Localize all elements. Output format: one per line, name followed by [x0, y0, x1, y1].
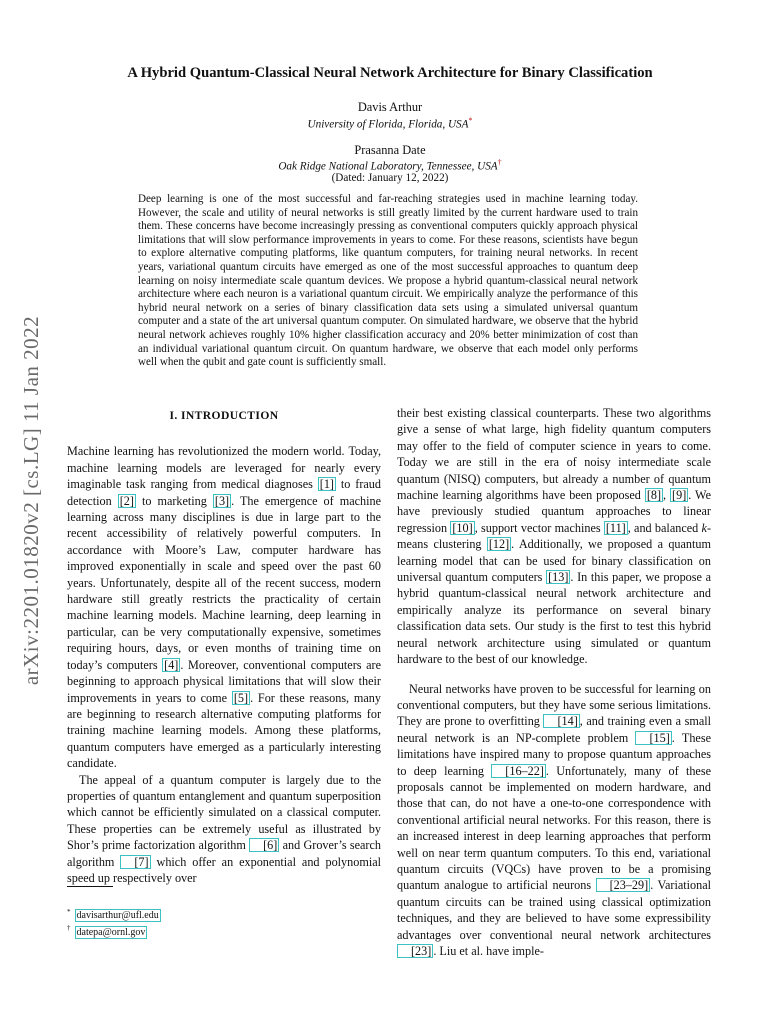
footnote-mark: * — [67, 908, 71, 916]
citation-link[interactable]: [3] — [214, 493, 230, 508]
citation-link[interactable]: [4] — [164, 657, 179, 672]
dated-line: (Dated: January 12, 2022) — [331, 172, 449, 184]
citation-link[interactable]: [5] — [233, 690, 249, 705]
right-column — [397, 405, 711, 959]
footnote-marker[interactable]: * — [468, 116, 473, 125]
citation-link[interactable]: [6] — [249, 838, 279, 852]
body-paragraph: Machine learning has revolutionized the modern world. Today, machine learning models are leveraged for nearly every imaginable task ranging from medical diagnoses [1] to fraud detection [2] to marketing [3] . The emergence of machine learning across many disciplines is due in large part to the recent accessibility of relatively powerful computers. In accordance with Moore’s Law, computer hardware has improved exponentially in scale and speed over the past 60 years. Unfortunately, despite all of the recent success, modern hardware still greatly restricts the practicality of certain machine learning models. Machine learning, deep learning in particular, can be very computationally expensive, sometimes requiring hours, days, or even months of training time on today’s computers [4] . Moreover, conventional computers are beginning to approach physical limitations that will slow their improvements in years to come [5] . For these reasons, many are beginning to research alternative computing platforms for training machine learning models. Among these platforms, quantum computers have emerged as a particularly interesting candidate. — [67, 444, 382, 771]
left-column-body — [67, 443, 381, 886]
paper-title: A Hybrid Quantum-Classical Neural Network Architecture for Binary Classification — [127, 65, 653, 81]
abstract: Deep learning is one of the most successful and far-reaching strategies used in machine learning today. However, the scale and utility of neural networks is still greatly limited by the current hardware used to train them. These concerns have become increasingly pressing as conventional computers quickly approach physical limitations that will slow performance improvements in years to come. For these reasons, scientists have begun to explore alternative computing platforms, like quantum computers, for training neural networks. In recent years, variational quantum circuits have emerged as one of the most successful approaches to quantum deep learning on noisy intermediate scale quantum devices. We propose a hybrid quantum-classical neural network architecture where each neuron is a variational quantum circuit. We empirically analyze the performance of this hybrid neural network on a series of binary classification data sets using a simulated universal quantum computer and a state of the art universal quantum computer. On simulated hardware, we observe that the hybrid neural network achieves roughly 10% higher classification accuracy and 20% better minimization of cost than an individual variational quantum circuit. On quantum hardware, we observe that each model only performs well when the qubit and gate count is sufficiently small. — [138, 193, 638, 369]
citation-link[interactable]: [11] — [605, 520, 626, 535]
citation-link[interactable]: [1] — [319, 477, 334, 492]
footnote-marker[interactable]: † — [497, 158, 502, 167]
footnote — [67, 906, 367, 922]
citation-link[interactable]: [12] — [488, 537, 510, 552]
citation-link[interactable]: [10] — [452, 520, 473, 535]
footnote — [67, 922, 367, 938]
citation-link[interactable]: [14] — [543, 714, 579, 728]
body-paragraph: their best existing classical counterparts. These two algorithms give a sense of what large, high fidelity quantum computers may offer to the field of computer science in years to come. Today we are still in the era of noisy intermediate scale quantum (NISQ) computers, but already a number of quantum machine learning algorithms have been proposed [8] , [9] . We have previously studied quantum approaches to linear regression [10] , support vector machines [11] , and balanced k-means clustering [12] . Additionally, we proposed a quantum learning model that can be used for binary classification on universal quantum computers [13] . In this paper, we propose a hybrid quantum-classical neural network architecture and empirically analyze its performance on several binary classification data sets. Our study is the first to test this hybrid neural network architecture using simulated or quantum hardware to the best of our knowledge. — [397, 406, 711, 667]
citation-link[interactable]: [23–29] — [596, 878, 651, 892]
citation-link[interactable]: [7] — [120, 855, 150, 869]
author-name: Davis Arthur — [357, 100, 423, 114]
citation-link[interactable]: [15] — [635, 731, 671, 745]
arxiv-identifier — [14, 280, 50, 720]
author-affiliation — [60, 158, 720, 173]
affiliation-text: Oak Ridge National Laboratory, Tennessee, USA — [278, 160, 498, 173]
citation-link[interactable]: [2] — [119, 493, 134, 508]
citation-link[interactable]: [16–22] — [491, 764, 546, 778]
citation-link[interactable]: [13] — [548, 570, 569, 585]
arxiv-identifier-text: arXiv:2201.01820v2 [cs.LG] 11 Jan 2022 — [19, 315, 44, 685]
right-column-body — [397, 405, 711, 959]
body-paragraph: The appeal of a quantum computer is largely due to the properties of quantum entanglement and quantum superposition which cannot be efficiently simulated on a classical computer. These properties can be extremely useful as illustrated by Shor’s prime factorization algorithm [6] and Grover’s search algorithm [7] which offer an exponential and polynomial speed up respectively over — [67, 772, 381, 885]
author-name: Prasanna Date — [354, 143, 426, 157]
left-column — [67, 406, 381, 886]
author-affiliation — [60, 116, 720, 131]
footnotes — [67, 906, 367, 939]
email-link[interactable]: datepa@ornl.gov — [76, 926, 146, 938]
footnote-rule — [67, 886, 113, 887]
citation-link[interactable]: [23] — [397, 944, 433, 958]
citation-link[interactable]: [9] — [672, 488, 687, 503]
footnote-mark: † — [67, 924, 71, 933]
section-heading: I. INTRODUCTION — [169, 409, 279, 422]
affiliation-text: University of Florida, Florida, USA — [307, 118, 469, 131]
email-link[interactable]: davisarthur@ufl.edu — [76, 910, 159, 922]
math-variable: k — [701, 520, 707, 535]
body-paragraph: Neural networks have proven to be successful for learning on conventional computers, but they have some serious limitations. They are prone to overfitting [14] , and training even a small neural network is an NP-complete problem [15] . These limitations have inspired many to propose quantum approaches to deep learning [16–22] . Unfortunately, many of these proposals cannot be implemented on modern hardware, and those that can, do not have a one-to-one correspondence with conventional artificial neural networks. For this reason, there is an increased interest in deep learning approaches that perform well on near term quantum computers. To this end, variational quantum circuits (VQCs) have proven to be a promising quantum analogue to artificial neurons [23–29] . Variational quantum circuits can be trained using classical optimization techniques, and they are believed to have some expressibility advantages over conventional neural network architectures [23] . Liu et al. have imple- — [397, 681, 712, 958]
citation-link[interactable]: [8] — [646, 488, 662, 503]
